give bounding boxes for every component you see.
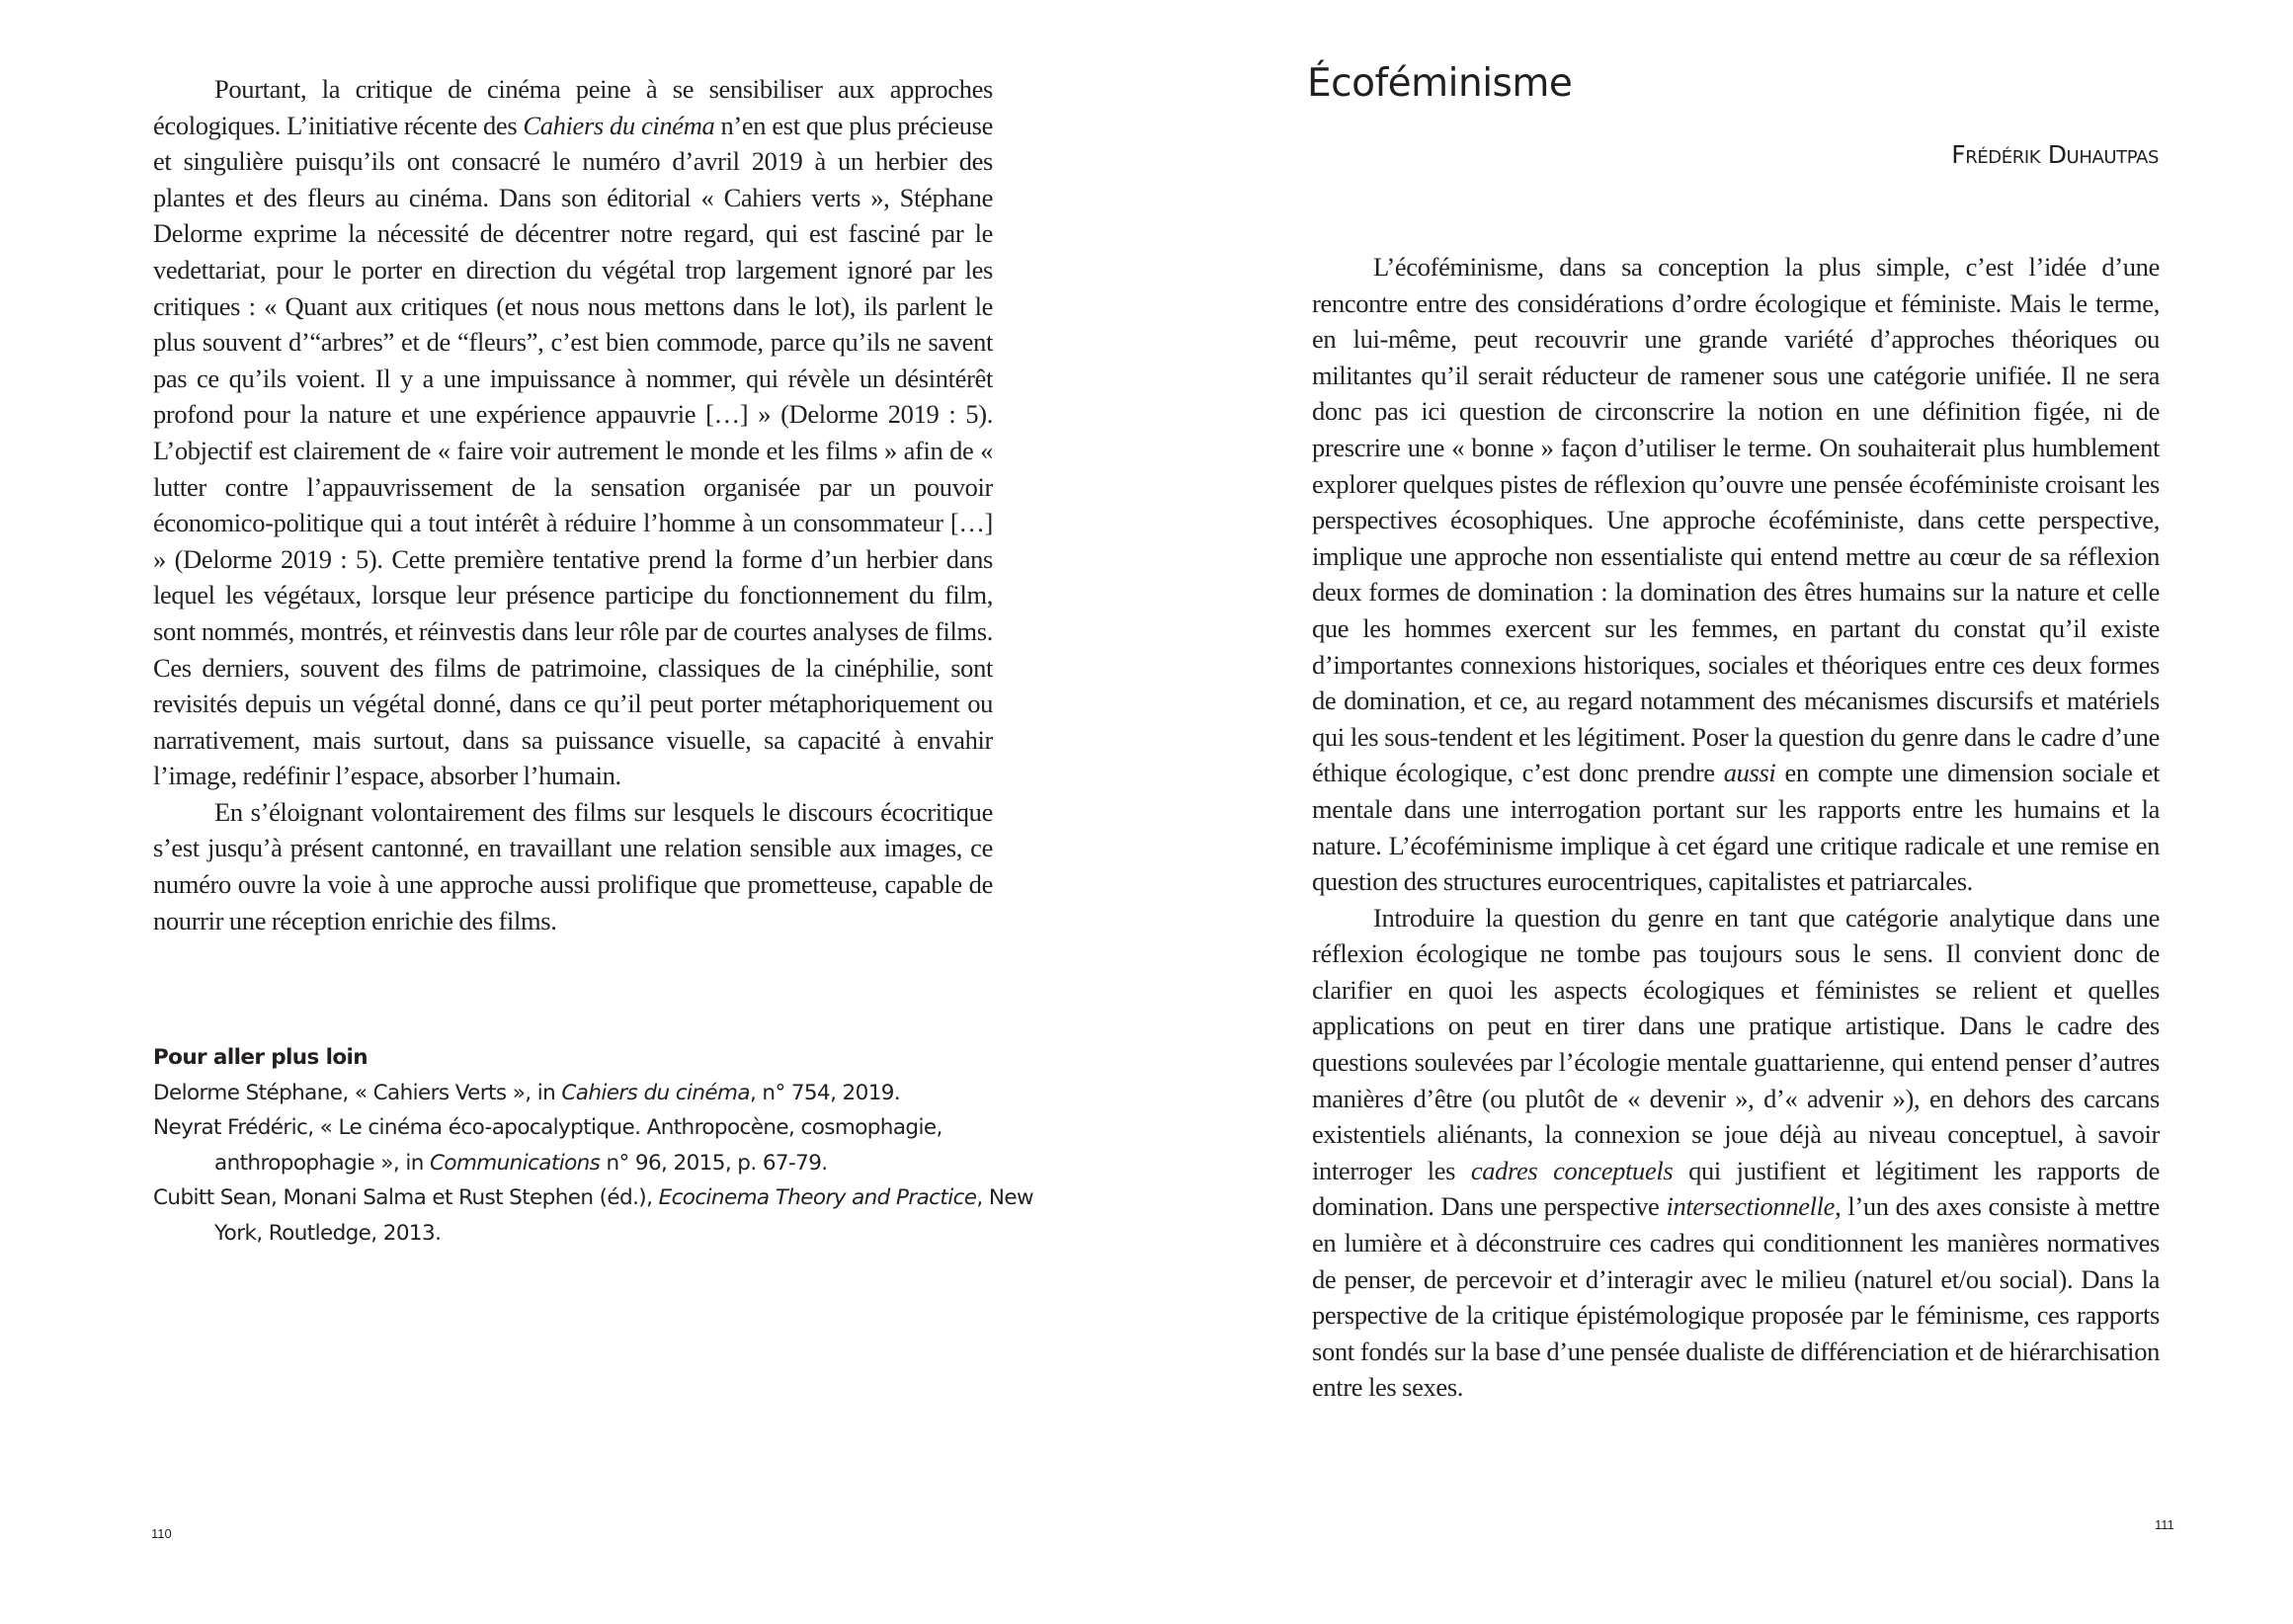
further-reading [153,1040,1042,1252]
further-reading-title: Pour aller plus loin [153,1045,369,1070]
reference-item: Cubitt Sean, Monani Salma et Rust Stephen (éd.), Ecocinema Theory and Practice, New York, Routledge, 2013. [153,1185,1033,1246]
left-body-text [153,71,993,938]
page-number-left: 110 [151,1526,172,1541]
reference-item: Delorme Stéphane, « Cahiers Verts », in Cahiers du cinéma, n° 754, 2019. [153,1080,901,1105]
right-body-text [1312,249,2160,1406]
author-name: Frédérik Duhautpas [1951,140,2159,169]
left-paragraph-2: En s’éloignant volontairement des films sur lesquels le discours écocritique s’est jusqu’à présent cantonné, en travaillant une relation sensible aux images, ce numéro ouvre la voie à une approche aussi prolifique que prometteuse, capable de nourrir une réception enrichie des films. [153,796,993,935]
journal-title-italic: Cahiers du cinéma [523,110,715,140]
emphasis-italic: aussi [1723,758,1776,788]
right-paragraph-2: Introduire la question du genre en tant que catégorie analytique dans une réflexion écologique ne tombe pas toujours sous le sens. Il convient donc de clarifier en quoi les aspects écologiques et féministes se relient et quelles applications on peut en tirer dans une pratique artistique. Dans le cadre des questions soulevées par l’écologie mentale guattarienne, qui entend penser d’autres manières d’être (ou plutôt de « devenir », d’« advenir »), en dehors des carcans existentiels aliénants, la connexion se joue déjà au niveau conceptuel, à savoir interroger les cadres conceptuels qui justifient et légitiment les rapports de domination. Dans une perspective intersectionnelle, l’un des axes consiste à mettre en lumière et à déconstruire ces cadres qui conditionnent les manières normatives de penser, de percevoir et d’interagir avec le milieu (naturel et/ou social). Dans la perspective de la critique épistémologique proposée par le féminisme, ces rapports sont fondés sur la base d’une pensée dualiste de différenciation et de hiérarchisation entre les sexes. [1312,902,2161,1403]
emphasis-italic: intersectionnelle [1666,1191,1836,1222]
right-paragraph-1: L’écoféminisme, dans sa conception la plus simple, c’est l’idée d’une rencontre entre des considérations d’ordre écologique et féministe. Mais le terme, en lui-même, peut recouvrir une grande variété d’approches théoriques ou militantes qu’il serait réducteur de ramener sous une catégorie unifiée. Il ne sera donc pas ici question de circonscrire la notion en une définition figée, ni de prescrire une « bonne » façon d’utiliser le terme. On souhaiterait plus humblement explorer quelques pistes de réflexion qu’ouvre une pensée écoféministe croisant les perspectives écosophiques. Une approche écoféministe, dans cette perspective, implique une approche non essentialiste qui entend mettre au cœur de sa réflexion deux formes de domination : la domination des êtres humains sur la nature et celle que les hommes exercent sur les femmes, en partant du constat qu’il existe d’importantes connexions historiques, sociales et théoriques entre ces deux formes de domination, et ce, au regard notamment des mécanismes discursifs et matériels qui les sous-tendent et les légitiment. Poser la question du genre dans le cadre d’une éthique écologique, c’est donc prendre aussi en compte une dimension sociale et mentale dans une interrogation portant sur les rapports entre les humains et la nature. L’écoféminisme implique à cet égard une critique radicale et une remise en question des structures eurocentriques, capitalistes et patriarcales. [1312,252,2160,897]
emphasis-italic: cadres conceptuels [1470,1155,1674,1185]
left-page [0,0,1146,1624]
article-title: Écoféminisme [1307,61,1573,106]
left-paragraph-1: Pourtant, la critique de cinéma peine à se sensibiliser aux approches écologiques. L’initiative récente des Cahiers du cinéma n’en est que plus précieuse et singulière puisqu’ils ont consacré le numéro d’avril 2019 à un herbier des plantes et des fleurs au cinéma. Dans son éditorial « Cahiers verts », Stéphane Delorme exprime la nécessité de décentrer notre regard, qui est fasciné par le vedettariat, pour le porter en direction du végétal trop largement ignoré par les critiques : « Quant aux critiques (et nous nous mettons dans le lot), ils parlent le plus souvent d’“arbres” et de “fleurs”, c’est bien commode, parce qu’ils ne savent pas ce qu’ils voient. Il y a une impuissance à nommer, qui révèle un désintérêt profond pour la nature et une expérience appauvrie […] » (Delorme 2019 : 5). L’objectif est clairement de « faire voir autrement le monde et les films » afin de « lutter contre l’appauvrissement de la sensation organisée par un pouvoir économico-politique qui a tout intérêt à réduire l’homme à un consommateur […] » (Delorme 2019 : 5). Cette première tentative prend la forme d’un herbier dans lequel les végétaux, lorsque leur présence participe du fonctionnement du film, sont nommés, montrés, et réinvestis dans leur rôle par de courtes analyses de films. Ces derniers, souvent des films de patrimoine, classiques de la cinéphilie, sont revisités depuis un végétal donné, dans ce qu’il peut porter métaphoriquement ou narrativement, mais surtout, dans sa puissance visuelle, sa capacité à envahir l’image, redéfinir l’espace, absorber l’humain. [153,74,994,791]
page-number-right: 111 [2155,1517,2174,1532]
reference-item: Neyrat Frédéric, « Le cinéma éco-apocalyptique. Anthropocène, cosmophagie, anthropophagie », in Communications n° 96, 2015, p. 67-79. [153,1115,942,1176]
right-page [1146,0,2293,1624]
